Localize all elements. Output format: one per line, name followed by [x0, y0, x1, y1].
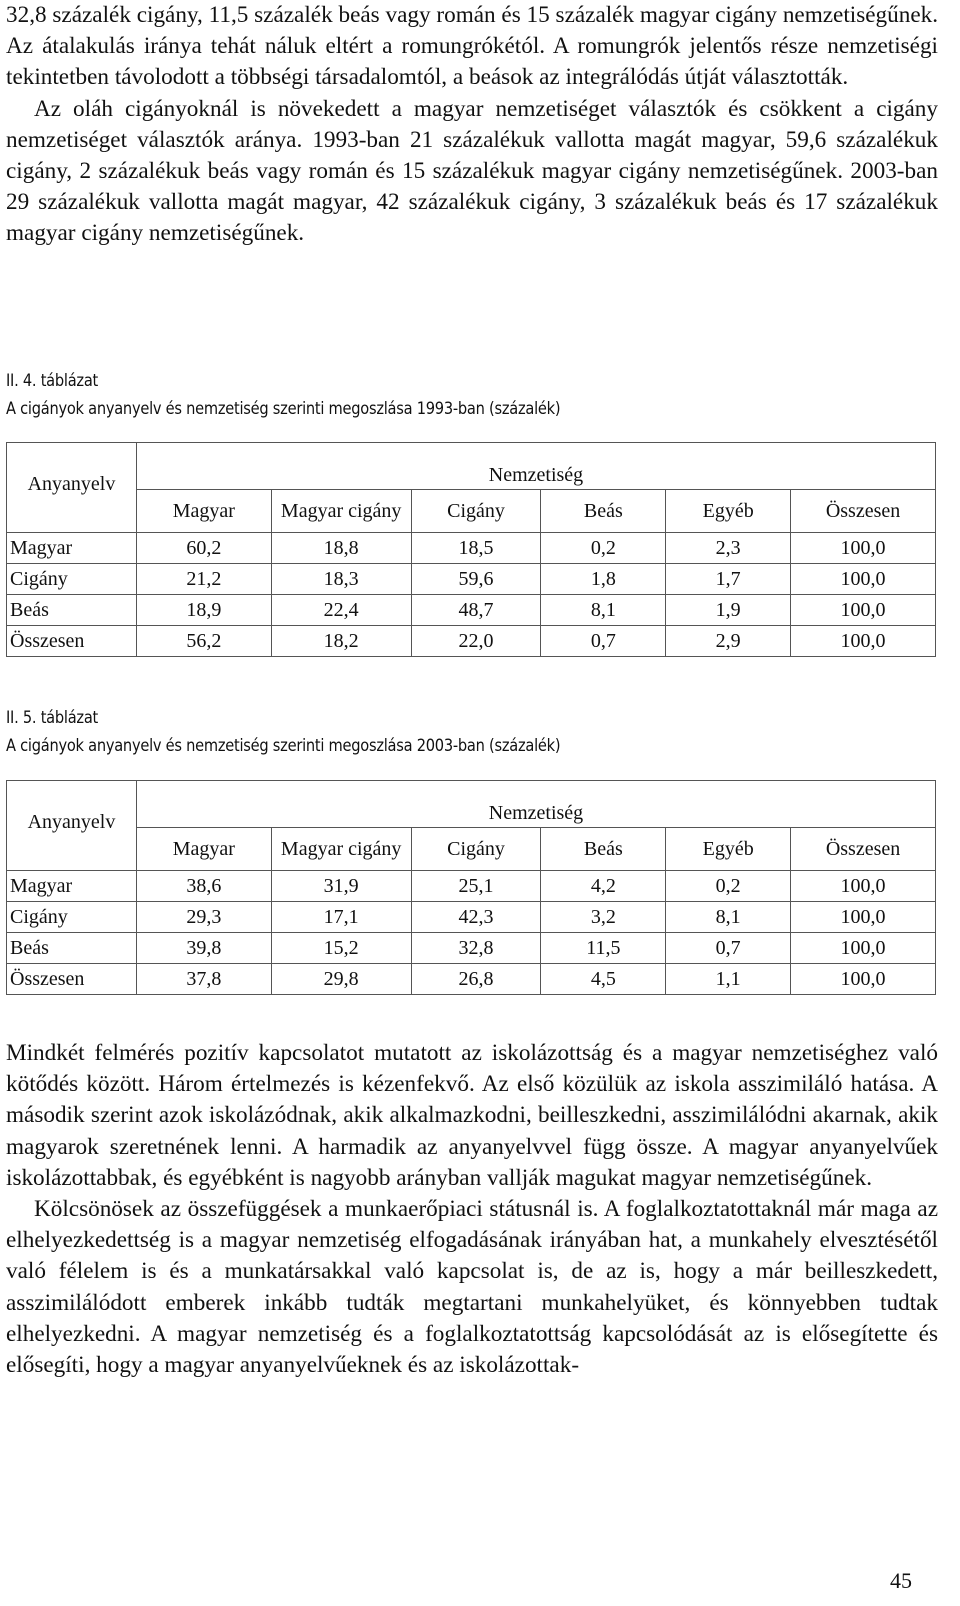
table-number: II. 5. táblázat	[6, 708, 99, 728]
cell: 1,8	[541, 564, 666, 595]
cell: 2,9	[666, 626, 791, 657]
cell: 15,2	[271, 933, 411, 964]
cell: 18,9	[136, 595, 271, 626]
column-header: Magyar	[136, 490, 271, 533]
table-title: A cigányok anyanyelv és nemzetiség szerinti megoszlása 1993-ban (százalék)	[6, 399, 561, 419]
cell: 100,0	[791, 564, 936, 595]
table-number: II. 4. táblázat	[6, 371, 99, 391]
cell: 18,8	[271, 533, 411, 564]
cell: 0,7	[666, 933, 791, 964]
cell: 8,1	[666, 902, 791, 933]
column-header: Egyéb	[666, 828, 791, 871]
table-row	[7, 595, 936, 626]
cell: 32,8	[411, 933, 541, 964]
column-header: Magyar cigány	[271, 490, 411, 533]
table-row	[7, 533, 936, 564]
cell: 22,4	[271, 595, 411, 626]
group-header: Nemzetiség	[136, 781, 935, 828]
cell: 1,1	[666, 964, 791, 995]
row-header: Anyanyelv	[7, 443, 137, 533]
closing-text	[6, 1038, 938, 1381]
cell: 0,2	[666, 871, 791, 902]
cell: 25,1	[411, 871, 541, 902]
cell: 39,8	[136, 933, 271, 964]
column-header: Magyar	[136, 828, 271, 871]
intro-paragraph-2: Az oláh cigányoknál is növekedett a magyar nemzetiséget választók és csökkent a cigány nemzetiséget választók aránya. 1993-ban 21 százalékuk vallotta magát magyar, 59,6 százalékuk cigány, 2 százalékuk beás vagy román és 15 százalékuk magyar cigány nemzetiségűnek. 2003-ban 29 százalékuk vallotta magát magyar, 42 százalékuk cigány, 3 százalékuk beás és 17 százalékuk magyar cigány nemzetiségűnek.	[6, 95, 938, 247]
cell: 0,2	[541, 533, 666, 564]
table-row	[7, 933, 936, 964]
cell: 22,0	[411, 626, 541, 657]
cell: 4,5	[541, 964, 666, 995]
table-row	[7, 626, 936, 657]
cell: 60,2	[136, 533, 271, 564]
table-row	[7, 964, 936, 995]
row-label: Magyar	[7, 533, 137, 564]
table-1993	[6, 442, 936, 657]
cell: 18,5	[411, 533, 541, 564]
intro-text	[6, 0, 938, 250]
cell: 26,8	[411, 964, 541, 995]
cell: 2,3	[666, 533, 791, 564]
cell: 31,9	[271, 871, 411, 902]
cell: 37,8	[136, 964, 271, 995]
cell: 100,0	[791, 595, 936, 626]
column-header: Összesen	[791, 828, 936, 871]
table-title: A cigányok anyanyelv és nemzetiség szerinti megoszlása 2003-ban (százalék)	[6, 736, 561, 756]
table-row	[7, 902, 936, 933]
cell: 59,6	[411, 564, 541, 595]
column-header: Egyéb	[666, 490, 791, 533]
cell: 100,0	[791, 902, 936, 933]
cell: 38,6	[136, 871, 271, 902]
cell: 29,8	[271, 964, 411, 995]
cell: 0,7	[541, 626, 666, 657]
group-header: Nemzetiség	[136, 443, 935, 490]
cell: 1,7	[666, 564, 791, 595]
table-caption-2	[6, 704, 651, 760]
column-header: Cigány	[411, 828, 541, 871]
cell: 18,2	[271, 626, 411, 657]
row-label: Magyar	[7, 871, 137, 902]
cell: 18,3	[271, 564, 411, 595]
column-header: Összesen	[791, 490, 936, 533]
table-row	[7, 871, 936, 902]
row-label: Cigány	[7, 902, 137, 933]
row-label: Összesen	[7, 964, 137, 995]
cell: 1,9	[666, 595, 791, 626]
cell: 42,3	[411, 902, 541, 933]
cell: 48,7	[411, 595, 541, 626]
intro-paragraph-1: 32,8 százalék cigány, 11,5 százalék beás vagy román és 15 százalék magyar cigány nemzetiségűnek. Az átalakulás iránya tehát náluk eltért a romungrókétól. A romungrók jelentős része nemzetiségi tekintetben távolodott a többségi társadalomtól, a beások az integrálódás útját választották.	[6, 2, 938, 91]
page-number: 45	[890, 1568, 912, 1593]
cell: 8,1	[541, 595, 666, 626]
cell: 11,5	[541, 933, 666, 964]
column-header: Cigány	[411, 490, 541, 533]
row-label: Beás	[7, 595, 137, 626]
row-header: Anyanyelv	[7, 781, 137, 871]
column-header: Beás	[541, 490, 666, 533]
cell: 3,2	[541, 902, 666, 933]
row-label: Összesen	[7, 626, 137, 657]
closing-paragraph-1: Mindkét felmérés pozitív kapcsolatot mutatott az iskolázottság és a magyar nemzetiséghez való kötődés között. Három értelmezés is kézenfekvő. Az első közülük az iskola asszimiláló hatása. A második szerint azok iskolázódnak, akik alkalmazkodni, beilleszkedni, asszimilálódni akarnak, akik magyarok szeretnének lenni. A harmadik az anyanyelvvel függ össze. A magyar anyanyelvűek iskolázottabbak, és egyébként is nagyobb arányban vallják magukat magyar nemzetiségűnek.	[6, 1040, 938, 1191]
cell: 100,0	[791, 626, 936, 657]
table-caption-1	[6, 367, 651, 423]
column-header: Magyar cigány	[271, 828, 411, 871]
cell: 100,0	[791, 933, 936, 964]
cell: 21,2	[136, 564, 271, 595]
cell: 100,0	[791, 964, 936, 995]
row-label: Cigány	[7, 564, 137, 595]
column-header: Beás	[541, 828, 666, 871]
cell: 4,2	[541, 871, 666, 902]
cell: 56,2	[136, 626, 271, 657]
cell: 100,0	[791, 871, 936, 902]
row-label: Beás	[7, 933, 137, 964]
table-row	[7, 564, 936, 595]
table-2003	[6, 780, 936, 995]
cell: 17,1	[271, 902, 411, 933]
cell: 100,0	[791, 533, 936, 564]
cell: 29,3	[136, 902, 271, 933]
closing-paragraph-2: Kölcsönösek az összefüggések a munkaerőpiaci státusnál is. A foglalkoztatottaknál már maga az elhelyezkedettség is a magyar nemzetiség elfogadásának irányában hat, a munkahely elvesztésétől való félelem is és a munkatársakkal való kapcsolat is, de az is, hogy a már beilleszkedett, asszimilálódott emberek inkább tudták megtartani munkahelyüket, és könnyebben tudtak elhelyezkedni. A magyar nemzetiség és a foglalkoztatottság kapcsolódását az is elősegítette és elősegíti, hogy a magyar anyanyelvűeknek és az iskolázottak-	[6, 1196, 938, 1379]
